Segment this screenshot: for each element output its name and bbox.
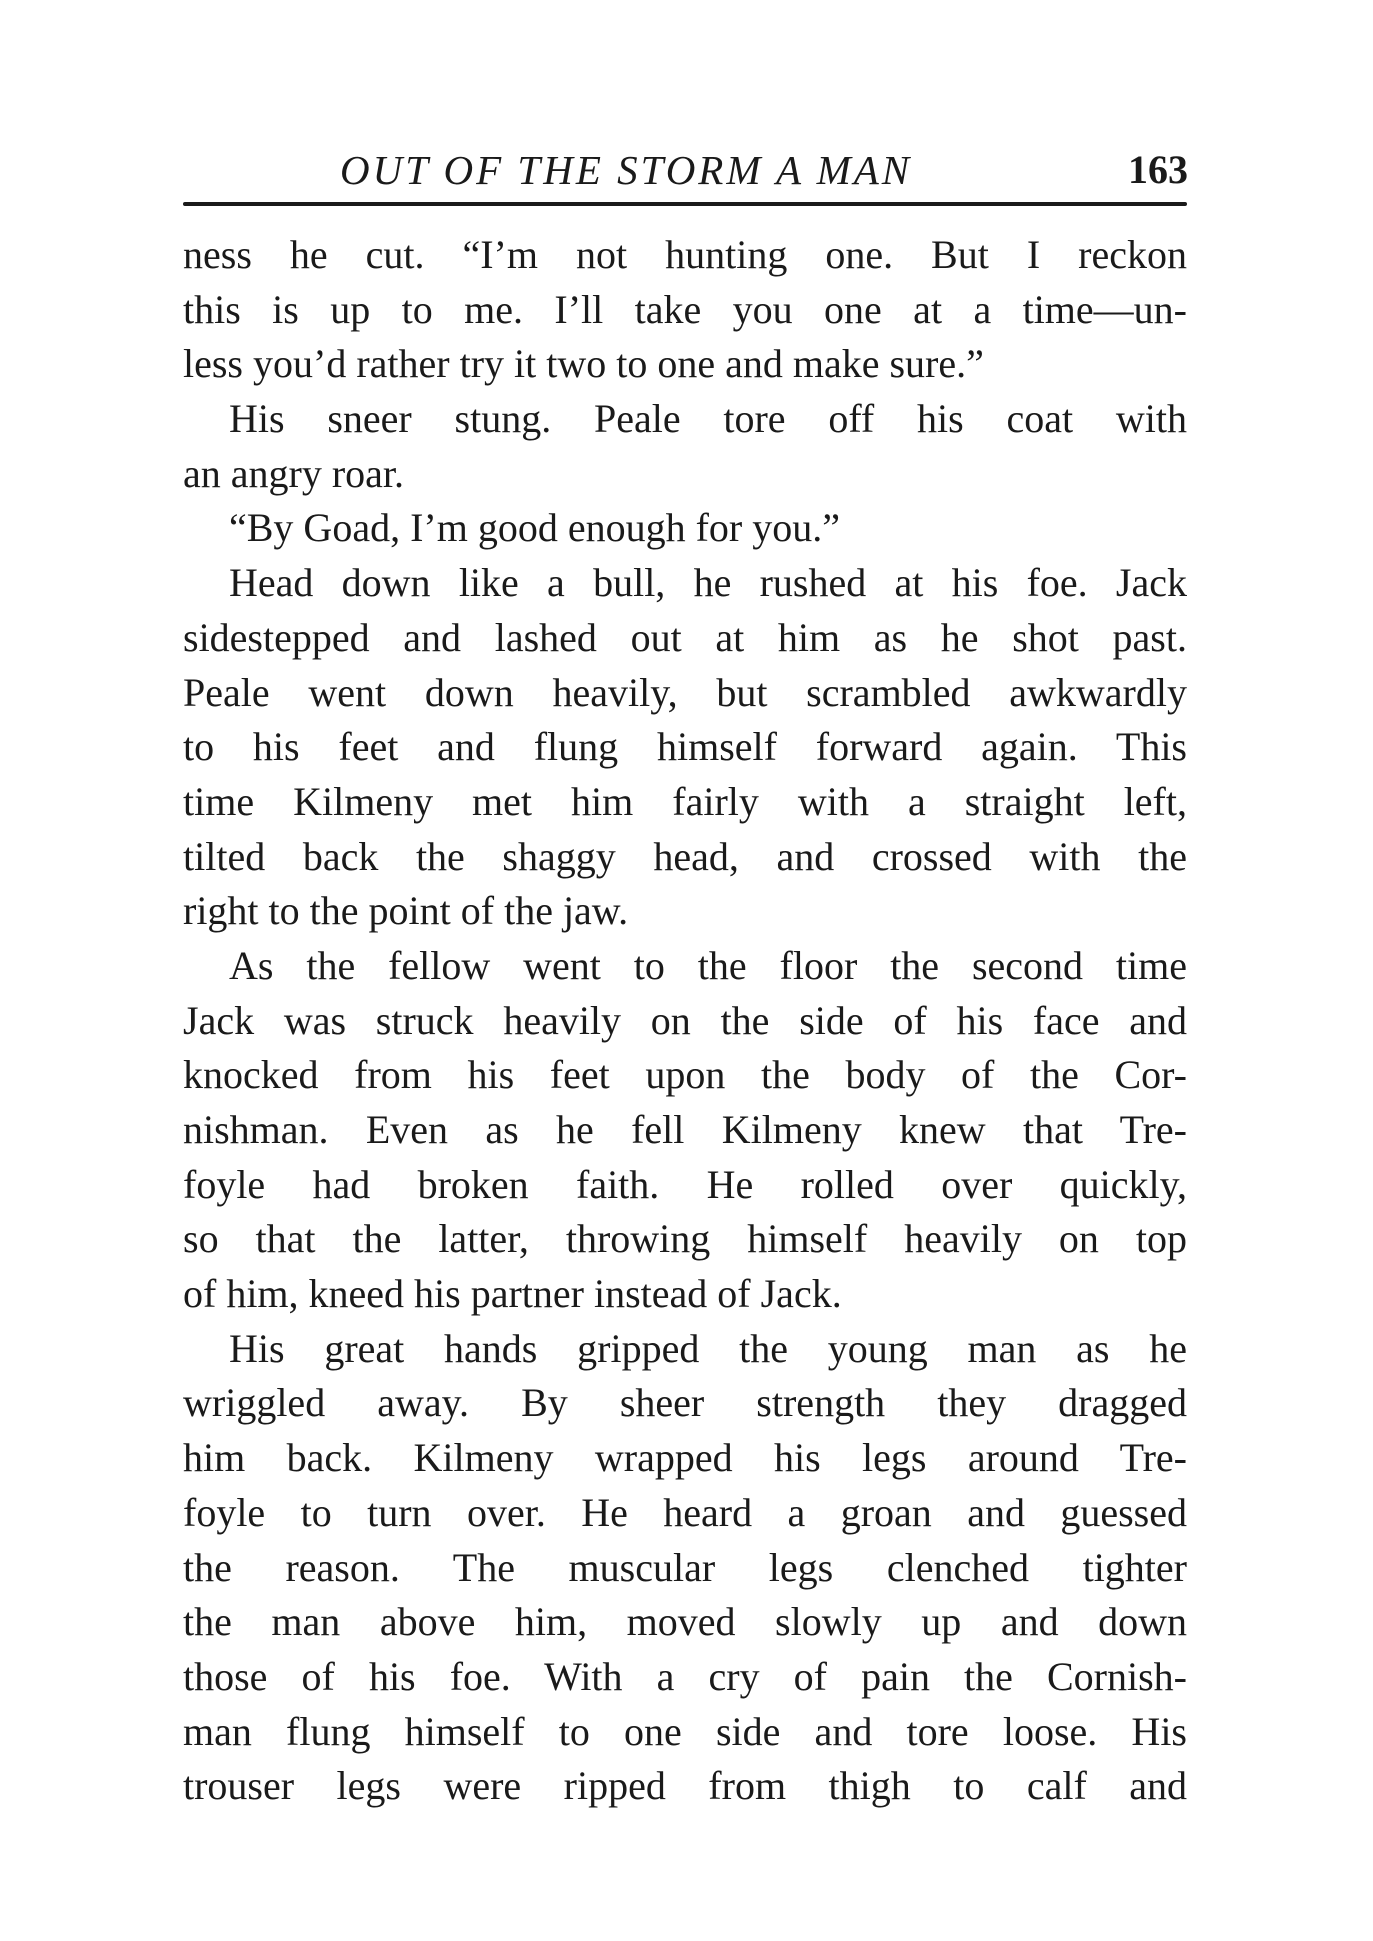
text-line: As the fellow went to the floor the second time [229,942,1187,988]
text-line: right to the point of the jaw. [183,888,629,934]
text-line: to his feet and flung himself forward again. This [183,724,1187,770]
text-line: so that the latter, throwing himself heavily on top [183,1216,1187,1262]
text-line: less you’d rather try it two to one and make sure.” [183,341,984,387]
text-line: of him, kneed his partner instead of Jack. [183,1271,842,1317]
text-line: nishman. Even as he fell Kilmeny knew that Tre- [183,1107,1187,1152]
text-line: this is up to me. I’ll take you one at a time—un- [183,286,1187,332]
running-title: OUT OF THE STORM A MAN [340,147,913,193]
text-line: ness he cut. “I’m not hunting one. But I reckon [183,232,1187,277]
text-line: an angry roar. [183,450,405,496]
text-line: the man above him, moved slowly up and down [183,1599,1187,1645]
text-line: knocked from his feet upon the body of the Cor- [183,1052,1187,1098]
page-number: 163 [1128,147,1188,192]
text-line: sidestepped and lashed out at him as he shot past. [183,614,1187,660]
text-line: His sneer stung. Peale tore off his coat with [229,396,1187,442]
text-line: wriggled away. By sheer strength they dragged [183,1380,1187,1426]
text-line: “By Goad, I’m good enough for you.” [229,505,840,551]
text-line: tilted back the shaggy head, and crossed with the [183,833,1187,879]
header-rule [183,202,1187,206]
text-line: time Kilmeny met him fairly with a straight left, [183,778,1187,824]
text-line: Head down like a bull, he rushed at his foe. Jack [229,560,1187,606]
text-line: foyle to turn over. He heard a groan and guessed [183,1489,1187,1535]
text-line: the reason. The muscular legs clenched tighter [183,1544,1187,1590]
text-line: foyle had broken faith. He rolled over quickly, [183,1161,1187,1207]
text-line: those of his foe. With a cry of pain the Cornish- [183,1653,1187,1699]
text-line: Peale went down heavily, but scrambled awkwardly [183,669,1187,715]
running-head [185,140,1188,200]
text-line: trouser legs were ripped from thigh to calf and [183,1763,1187,1809]
text-line: man flung himself to one side and tore loose. His [183,1708,1187,1754]
text-line: Jack was struck heavily on the side of his face and [183,997,1187,1043]
text-line: him back. Kilmeny wrapped his legs around Tre- [183,1435,1187,1481]
text-line: His great hands gripped the young man as he [229,1325,1187,1371]
body-text [183,228,1187,1814]
